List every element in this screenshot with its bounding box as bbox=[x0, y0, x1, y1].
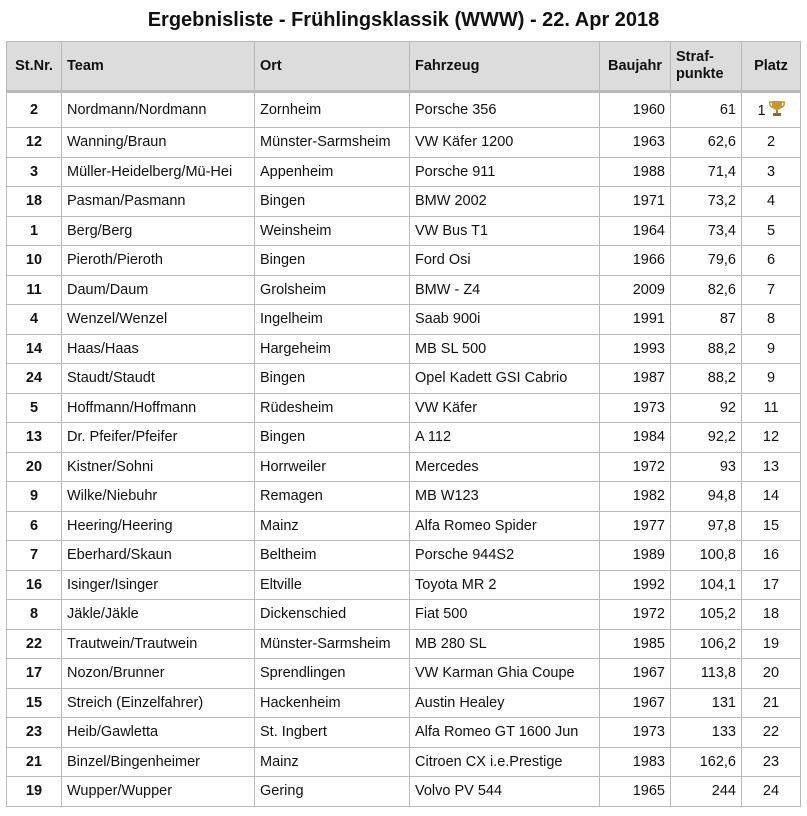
cell-fahrzeug: MB 280 SL bbox=[410, 629, 600, 659]
header-ort: Ort bbox=[255, 42, 410, 92]
cell-team: Müller-Heidelberg/Mü-Hei bbox=[62, 157, 255, 187]
cell-platz-value: 1 bbox=[757, 102, 766, 119]
cell-strafpunkte: 88,2 bbox=[671, 364, 742, 394]
cell-strafpunkte: 62,6 bbox=[671, 128, 742, 158]
cell-platz: 21 bbox=[742, 688, 801, 718]
table-row bbox=[7, 718, 801, 748]
table-row bbox=[7, 511, 801, 541]
cell-strafpunkte: 113,8 bbox=[671, 659, 742, 689]
cell-startnr: 12 bbox=[7, 128, 62, 158]
cell-team: Nozon/Brunner bbox=[62, 659, 255, 689]
cell-platz: 3 bbox=[742, 157, 801, 187]
cell-strafpunkte: 71,4 bbox=[671, 157, 742, 187]
cell-team: Wupper/Wupper bbox=[62, 777, 255, 807]
cell-ort: Mainz bbox=[255, 511, 410, 541]
cell-fahrzeug: Porsche 911 bbox=[410, 157, 600, 187]
cell-platz: 11 bbox=[742, 393, 801, 423]
results-table bbox=[6, 41, 801, 807]
cell-team: Eberhard/Skaun bbox=[62, 541, 255, 571]
cell-startnr: 14 bbox=[7, 334, 62, 364]
cell-startnr: 2 bbox=[7, 92, 62, 128]
cell-startnr: 8 bbox=[7, 600, 62, 630]
cell-startnr: 15 bbox=[7, 688, 62, 718]
cell-strafpunkte: 82,6 bbox=[671, 275, 742, 305]
cell-baujahr: 1972 bbox=[600, 600, 671, 630]
cell-startnr: 19 bbox=[7, 777, 62, 807]
cell-strafpunkte: 93 bbox=[671, 452, 742, 482]
table-row bbox=[7, 305, 801, 335]
cell-strafpunkte: 133 bbox=[671, 718, 742, 748]
cell-startnr: 21 bbox=[7, 747, 62, 777]
table-row bbox=[7, 747, 801, 777]
cell-team: Dr. Pfeifer/Pfeifer bbox=[62, 423, 255, 453]
header-team: Team bbox=[62, 42, 255, 92]
table-row bbox=[7, 688, 801, 718]
cell-platz: 20 bbox=[742, 659, 801, 689]
table-row bbox=[7, 600, 801, 630]
cell-baujahr: 1977 bbox=[600, 511, 671, 541]
cell-team: Staudt/Staudt bbox=[62, 364, 255, 394]
cell-platz: 24 bbox=[742, 777, 801, 807]
cell-startnr: 9 bbox=[7, 482, 62, 512]
cell-fahrzeug: Citroen CX i.e.Prestige bbox=[410, 747, 600, 777]
cell-team: Binzel/Bingenheimer bbox=[62, 747, 255, 777]
cell-ort: Mainz bbox=[255, 747, 410, 777]
table-row bbox=[7, 216, 801, 246]
cell-strafpunkte: 100,8 bbox=[671, 541, 742, 571]
cell-baujahr: 1973 bbox=[600, 718, 671, 748]
header-startnr: St.Nr. bbox=[7, 42, 62, 92]
cell-strafpunkte: 94,8 bbox=[671, 482, 742, 512]
table-row bbox=[7, 246, 801, 276]
header-baujahr: Baujahr bbox=[600, 42, 671, 92]
cell-strafpunkte: 73,4 bbox=[671, 216, 742, 246]
cell-team: Wilke/Niebuhr bbox=[62, 482, 255, 512]
cell-startnr: 3 bbox=[7, 157, 62, 187]
cell-ort: Münster-Sarmsheim bbox=[255, 629, 410, 659]
cell-startnr: 24 bbox=[7, 364, 62, 394]
cell-ort: Münster-Sarmsheim bbox=[255, 128, 410, 158]
cell-strafpunkte: 244 bbox=[671, 777, 742, 807]
cell-team: Nordmann/Nordmann bbox=[62, 92, 255, 128]
cell-team: Wenzel/Wenzel bbox=[62, 305, 255, 335]
cell-ort: Dickenschied bbox=[255, 600, 410, 630]
cell-platz: 6 bbox=[742, 246, 801, 276]
cell-baujahr: 1967 bbox=[600, 688, 671, 718]
cell-startnr: 18 bbox=[7, 187, 62, 217]
cell-baujahr: 1972 bbox=[600, 452, 671, 482]
cell-strafpunkte: 106,2 bbox=[671, 629, 742, 659]
cell-platz: 17 bbox=[742, 570, 801, 600]
cell-platz: 14 bbox=[742, 482, 801, 512]
cell-team: Isinger/Isinger bbox=[62, 570, 255, 600]
header-strafpunkte bbox=[671, 42, 742, 92]
cell-baujahr: 1982 bbox=[600, 482, 671, 512]
table-row bbox=[7, 393, 801, 423]
cell-strafpunkte: 92 bbox=[671, 393, 742, 423]
cell-strafpunkte: 79,6 bbox=[671, 246, 742, 276]
cell-baujahr: 1965 bbox=[600, 777, 671, 807]
cell-team: Wanning/Braun bbox=[62, 128, 255, 158]
cell-ort: Eltville bbox=[255, 570, 410, 600]
cell-fahrzeug: MB W123 bbox=[410, 482, 600, 512]
cell-ort: Rüdesheim bbox=[255, 393, 410, 423]
cell-strafpunkte: 162,6 bbox=[671, 747, 742, 777]
cell-platz: 15 bbox=[742, 511, 801, 541]
cell-fahrzeug: Ford Osi bbox=[410, 246, 600, 276]
cell-strafpunkte: 73,2 bbox=[671, 187, 742, 217]
cell-startnr: 20 bbox=[7, 452, 62, 482]
page-title: Ergebnisliste - Frühlingsklassik (WWW) - 22. Apr 2018 bbox=[147, 9, 660, 31]
table-row bbox=[7, 157, 801, 187]
cell-startnr: 17 bbox=[7, 659, 62, 689]
cell-ort: Gering bbox=[255, 777, 410, 807]
cell-strafpunkte: 105,2 bbox=[671, 600, 742, 630]
cell-platz: 7 bbox=[742, 275, 801, 305]
cell-fahrzeug: Porsche 356 bbox=[410, 92, 600, 128]
table-row bbox=[7, 128, 801, 158]
cell-ort: Sprendlingen bbox=[255, 659, 410, 689]
cell-ort: Hackenheim bbox=[255, 688, 410, 718]
cell-ort: Grolsheim bbox=[255, 275, 410, 305]
cell-team: Heering/Heering bbox=[62, 511, 255, 541]
cell-fahrzeug: A 112 bbox=[410, 423, 600, 453]
cell-ort: Bingen bbox=[255, 364, 410, 394]
cell-platz: 9 bbox=[742, 364, 801, 394]
cell-baujahr: 1967 bbox=[600, 659, 671, 689]
cell-baujahr: 1964 bbox=[600, 216, 671, 246]
table-row bbox=[7, 541, 801, 571]
cell-ort: St. Ingbert bbox=[255, 718, 410, 748]
cell-team: Kistner/Sohni bbox=[62, 452, 255, 482]
cell-platz bbox=[742, 92, 801, 128]
cell-baujahr: 1988 bbox=[600, 157, 671, 187]
table-row bbox=[7, 777, 801, 807]
cell-startnr: 13 bbox=[7, 423, 62, 453]
cell-strafpunkte: 131 bbox=[671, 688, 742, 718]
cell-platz: 19 bbox=[742, 629, 801, 659]
cell-strafpunkte: 61 bbox=[671, 92, 742, 128]
cell-platz: 9 bbox=[742, 334, 801, 364]
cell-baujahr: 1983 bbox=[600, 747, 671, 777]
cell-baujahr: 1993 bbox=[600, 334, 671, 364]
header-row bbox=[7, 42, 801, 92]
cell-fahrzeug: Opel Kadett GSI Cabrio bbox=[410, 364, 600, 394]
cell-fahrzeug: Alfa Romeo GT 1600 Jun bbox=[410, 718, 600, 748]
cell-fahrzeug: VW Bus T1 bbox=[410, 216, 600, 246]
cell-fahrzeug: BMW 2002 bbox=[410, 187, 600, 217]
cell-team: Streich (Einzelfahrer) bbox=[62, 688, 255, 718]
cell-platz: 23 bbox=[742, 747, 801, 777]
table-row bbox=[7, 452, 801, 482]
cell-fahrzeug: Volvo PV 544 bbox=[410, 777, 600, 807]
trophy-icon bbox=[769, 100, 785, 121]
cell-baujahr: 1960 bbox=[600, 92, 671, 128]
cell-fahrzeug: Fiat 500 bbox=[410, 600, 600, 630]
cell-team: Haas/Haas bbox=[62, 334, 255, 364]
table-row bbox=[7, 364, 801, 394]
cell-startnr: 5 bbox=[7, 393, 62, 423]
table-row bbox=[7, 659, 801, 689]
cell-baujahr: 1989 bbox=[600, 541, 671, 571]
cell-baujahr: 1992 bbox=[600, 570, 671, 600]
header-strafpunkte-line1: Straf- bbox=[676, 49, 714, 65]
table-row bbox=[7, 275, 801, 305]
table-row bbox=[7, 187, 801, 217]
cell-startnr: 1 bbox=[7, 216, 62, 246]
cell-baujahr: 1984 bbox=[600, 423, 671, 453]
cell-baujahr: 1985 bbox=[600, 629, 671, 659]
cell-baujahr: 1987 bbox=[600, 364, 671, 394]
cell-baujahr: 1963 bbox=[600, 128, 671, 158]
cell-fahrzeug: Toyota MR 2 bbox=[410, 570, 600, 600]
table-row bbox=[7, 629, 801, 659]
header-fahrzeug: Fahrzeug bbox=[410, 42, 600, 92]
cell-baujahr: 1971 bbox=[600, 187, 671, 217]
cell-strafpunkte: 104,1 bbox=[671, 570, 742, 600]
table-row bbox=[7, 482, 801, 512]
cell-fahrzeug: Mercedes bbox=[410, 452, 600, 482]
cell-startnr: 11 bbox=[7, 275, 62, 305]
cell-platz: 12 bbox=[742, 423, 801, 453]
cell-team: Pieroth/Pieroth bbox=[62, 246, 255, 276]
cell-strafpunkte: 87 bbox=[671, 305, 742, 335]
cell-platz: 13 bbox=[742, 452, 801, 482]
cell-platz: 8 bbox=[742, 305, 801, 335]
cell-platz: 4 bbox=[742, 187, 801, 217]
cell-fahrzeug: Alfa Romeo Spider bbox=[410, 511, 600, 541]
cell-platz: 2 bbox=[742, 128, 801, 158]
cell-fahrzeug: BMW - Z4 bbox=[410, 275, 600, 305]
table-row bbox=[7, 423, 801, 453]
cell-fahrzeug: MB SL 500 bbox=[410, 334, 600, 364]
cell-ort: Beltheim bbox=[255, 541, 410, 571]
cell-platz: 16 bbox=[742, 541, 801, 571]
cell-baujahr: 2009 bbox=[600, 275, 671, 305]
cell-team: Hoffmann/Hoffmann bbox=[62, 393, 255, 423]
cell-ort: Bingen bbox=[255, 246, 410, 276]
cell-startnr: 16 bbox=[7, 570, 62, 600]
cell-strafpunkte: 92,2 bbox=[671, 423, 742, 453]
cell-ort: Appenheim bbox=[255, 157, 410, 187]
cell-team: Daum/Daum bbox=[62, 275, 255, 305]
cell-ort: Remagen bbox=[255, 482, 410, 512]
cell-team: Heib/Gawletta bbox=[62, 718, 255, 748]
cell-strafpunkte: 88,2 bbox=[671, 334, 742, 364]
header-strafpunkte-line2: punkte bbox=[676, 66, 724, 82]
cell-startnr: 23 bbox=[7, 718, 62, 748]
header-platz: Platz bbox=[742, 42, 801, 92]
cell-baujahr: 1991 bbox=[600, 305, 671, 335]
cell-ort: Hargeheim bbox=[255, 334, 410, 364]
cell-fahrzeug: Austin Healey bbox=[410, 688, 600, 718]
cell-baujahr: 1973 bbox=[600, 393, 671, 423]
cell-ort: Horrweiler bbox=[255, 452, 410, 482]
cell-team: Pasman/Pasmann bbox=[62, 187, 255, 217]
cell-startnr: 7 bbox=[7, 541, 62, 571]
cell-fahrzeug: Saab 900i bbox=[410, 305, 600, 335]
cell-ort: Zornheim bbox=[255, 92, 410, 128]
cell-ort: Bingen bbox=[255, 187, 410, 217]
cell-startnr: 10 bbox=[7, 246, 62, 276]
cell-ort: Ingelheim bbox=[255, 305, 410, 335]
cell-fahrzeug: Porsche 944S2 bbox=[410, 541, 600, 571]
table-row bbox=[7, 334, 801, 364]
cell-platz: 5 bbox=[742, 216, 801, 246]
cell-ort: Bingen bbox=[255, 423, 410, 453]
cell-platz: 18 bbox=[742, 600, 801, 630]
cell-fahrzeug: VW Karman Ghia Coupe bbox=[410, 659, 600, 689]
cell-team: Jäkle/Jäkle bbox=[62, 600, 255, 630]
cell-fahrzeug: VW Käfer bbox=[410, 393, 600, 423]
cell-startnr: 22 bbox=[7, 629, 62, 659]
cell-strafpunkte: 97,8 bbox=[671, 511, 742, 541]
cell-team: Trautwein/Trautwein bbox=[62, 629, 255, 659]
cell-platz: 22 bbox=[742, 718, 801, 748]
cell-fahrzeug: VW Käfer 1200 bbox=[410, 128, 600, 158]
cell-startnr: 4 bbox=[7, 305, 62, 335]
cell-ort: Weinsheim bbox=[255, 216, 410, 246]
cell-baujahr: 1966 bbox=[600, 246, 671, 276]
cell-team: Berg/Berg bbox=[62, 216, 255, 246]
cell-startnr: 6 bbox=[7, 511, 62, 541]
table-row bbox=[7, 92, 801, 128]
table-row bbox=[7, 570, 801, 600]
